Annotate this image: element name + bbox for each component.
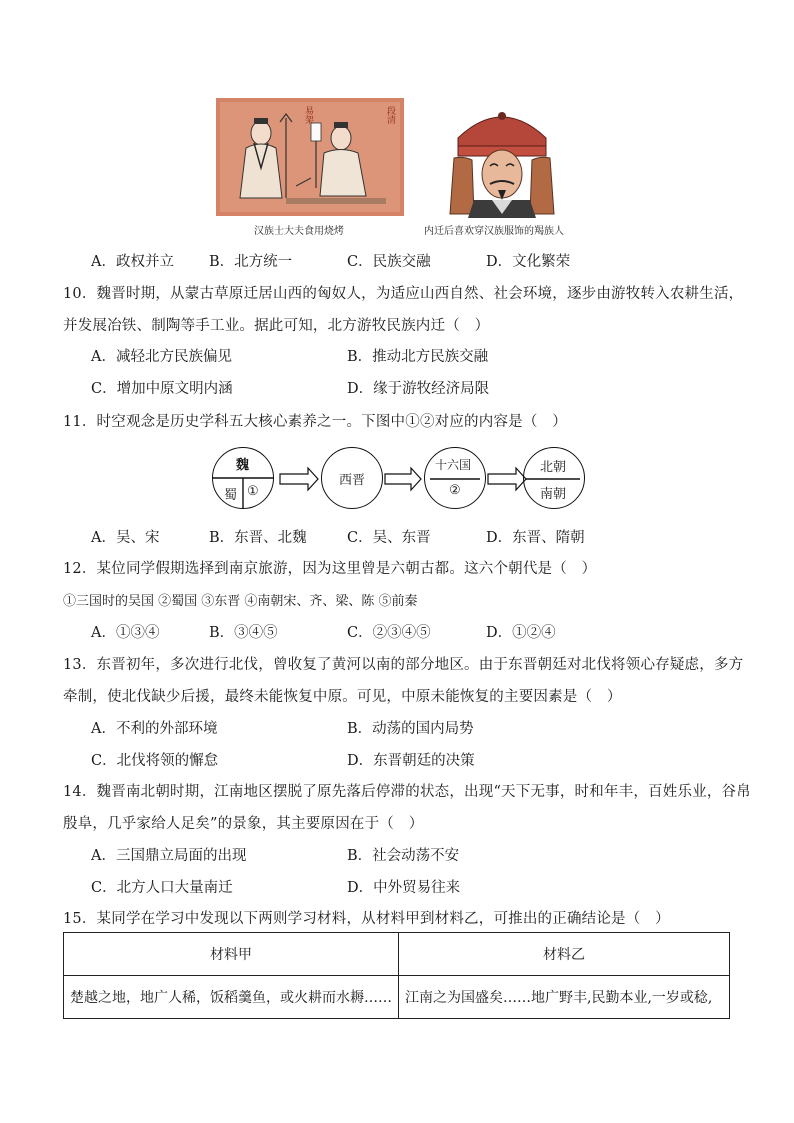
q12-option-c[interactable]: C．②③④⑤ [347, 625, 431, 641]
q10-stem-line2: 并发展冶铁、制陶等手工业。据此可知，北方游牧民族内迁（ ） [63, 318, 490, 334]
q14-option-c[interactable]: C．北方人口大量南迁 [91, 880, 233, 896]
q13-stem-line1: 13．东晋初年，多次进行北伐，曾收复了黄河以南的部分地区。由于东晋朝廷对北伐将领心存疑虑，多方 [63, 657, 744, 673]
material-a-text: 楚越之地，地广人稀，饭稻羹鱼，或火耕而水耨…… [64, 976, 399, 1019]
q12-option-a[interactable]: A．①③④ [91, 625, 160, 641]
header-material-a: 材料甲 [64, 933, 399, 976]
dynasty-timeline-diagram [208, 443, 588, 511]
brick-painting-image [216, 98, 404, 216]
q9-option-d[interactable]: D．文化繁荣 [486, 254, 571, 270]
q11-stem: 11．时空观念是历史学科五大核心素养之一。下图中①②对应的内容是（ ） [63, 414, 567, 430]
q13-option-c[interactable]: C．北伐将领的懈怠 [91, 753, 219, 769]
q11-option-d[interactable]: D．东晋、隋朝 [486, 530, 585, 546]
table-row [64, 976, 730, 1019]
q10-option-a[interactable]: A．减轻北方民族偏见 [91, 349, 232, 365]
q11-option-c[interactable]: C．吴、东晋 [347, 530, 431, 546]
q14-stem-line2: 殷阜，几乎家给人足矣”的景象，其主要原因在于（ ） [63, 816, 424, 832]
q10-option-d[interactable]: D．缘于游牧经济局限 [347, 381, 490, 397]
q14-option-d[interactable]: D．中外贸易往来 [347, 880, 461, 896]
q13-option-d[interactable]: D．东晋朝廷的决策 [347, 753, 475, 769]
q14-option-b[interactable]: B．社会动荡不安 [347, 848, 460, 864]
label-blank-2: ② [449, 483, 461, 498]
label-shu: 蜀 [224, 488, 238, 503]
materials-table [63, 932, 730, 1019]
header-material-b: 材料乙 [399, 933, 730, 976]
q13-option-b[interactable]: B．动荡的国内局势 [347, 721, 474, 737]
q10-option-b[interactable]: B．推动北方民族交融 [347, 349, 489, 365]
label-western-jin: 西晋 [339, 473, 366, 488]
label-southern-dynasties: 南朝 [540, 487, 567, 502]
q10-option-c[interactable]: C．增加中原文明内涵 [91, 381, 233, 397]
portrait-drawing [444, 96, 560, 218]
label-wei: 魏 [236, 458, 250, 473]
q14-option-a[interactable]: A．三国鼎立局面的出现 [91, 848, 247, 864]
label-blank-1: ① [247, 484, 259, 499]
table-header-row [64, 933, 730, 976]
q9-option-b[interactable]: B．北方统一 [209, 254, 293, 270]
label-sixteen-kingdoms: 十六国 [435, 458, 472, 472]
q12-choices-list: ①三国时的吴国 ②蜀国 ③东晋 ④南朝宋、齐、梁、陈 ⑤前秦 [63, 594, 418, 609]
jie-person-portrait [444, 96, 560, 218]
q11-option-b[interactable]: B．东晋、北魏 [209, 530, 307, 546]
q12-stem: 12．某位同学假期选择到南京旅游，因为这里曾是六朝古都。这六个朝代是（ ） [63, 561, 597, 577]
left-image-caption: 汉族士大夫食用烧烤 [254, 226, 344, 237]
q13-option-a[interactable]: A．不利的外部环境 [91, 721, 218, 737]
painting-inscription-1: 易架 [303, 106, 313, 124]
right-image-caption: 内迁后喜欢穿汉族服饰的羯族人 [424, 226, 564, 237]
q14-stem-line1: 14．魏晋南北朝时期，江南地区摆脱了原先落后停滞的状态，出现“天下无事，时和年丰，百姓乐业，谷帛 [63, 784, 751, 800]
label-northern-dynasties: 北朝 [540, 460, 567, 475]
q11-option-a[interactable]: A．吴、宋 [91, 530, 160, 546]
material-b-text: 江南之为国盛矣……地广野丰,民勤本业,一岁或稔, [399, 976, 730, 1019]
q9-option-c[interactable]: C．民族交融 [347, 254, 431, 270]
painting-inscription-2: 段清 [385, 106, 395, 124]
q9-option-a[interactable]: A．政权并立 [91, 254, 174, 270]
q12-option-b[interactable]: B．③④⑤ [209, 625, 278, 641]
q10-stem-line1: 10．魏晋时期，从蒙古草原迁居山西的匈奴人，为适应山西自然、社会环境，逐步由游牧转入农耕生活， [63, 286, 744, 302]
q15-stem: 15．某同学在学习中发现以下两则学习材料，从材料甲到材料乙，可推出的正确结论是（ ） [63, 911, 670, 927]
q12-option-d[interactable]: D．①②④ [486, 625, 556, 641]
q13-stem-line2: 牵制，使北伐缺少后援，最终未能恢复中原。可见，中原未能恢复的主要因素是（ ） [63, 689, 622, 705]
